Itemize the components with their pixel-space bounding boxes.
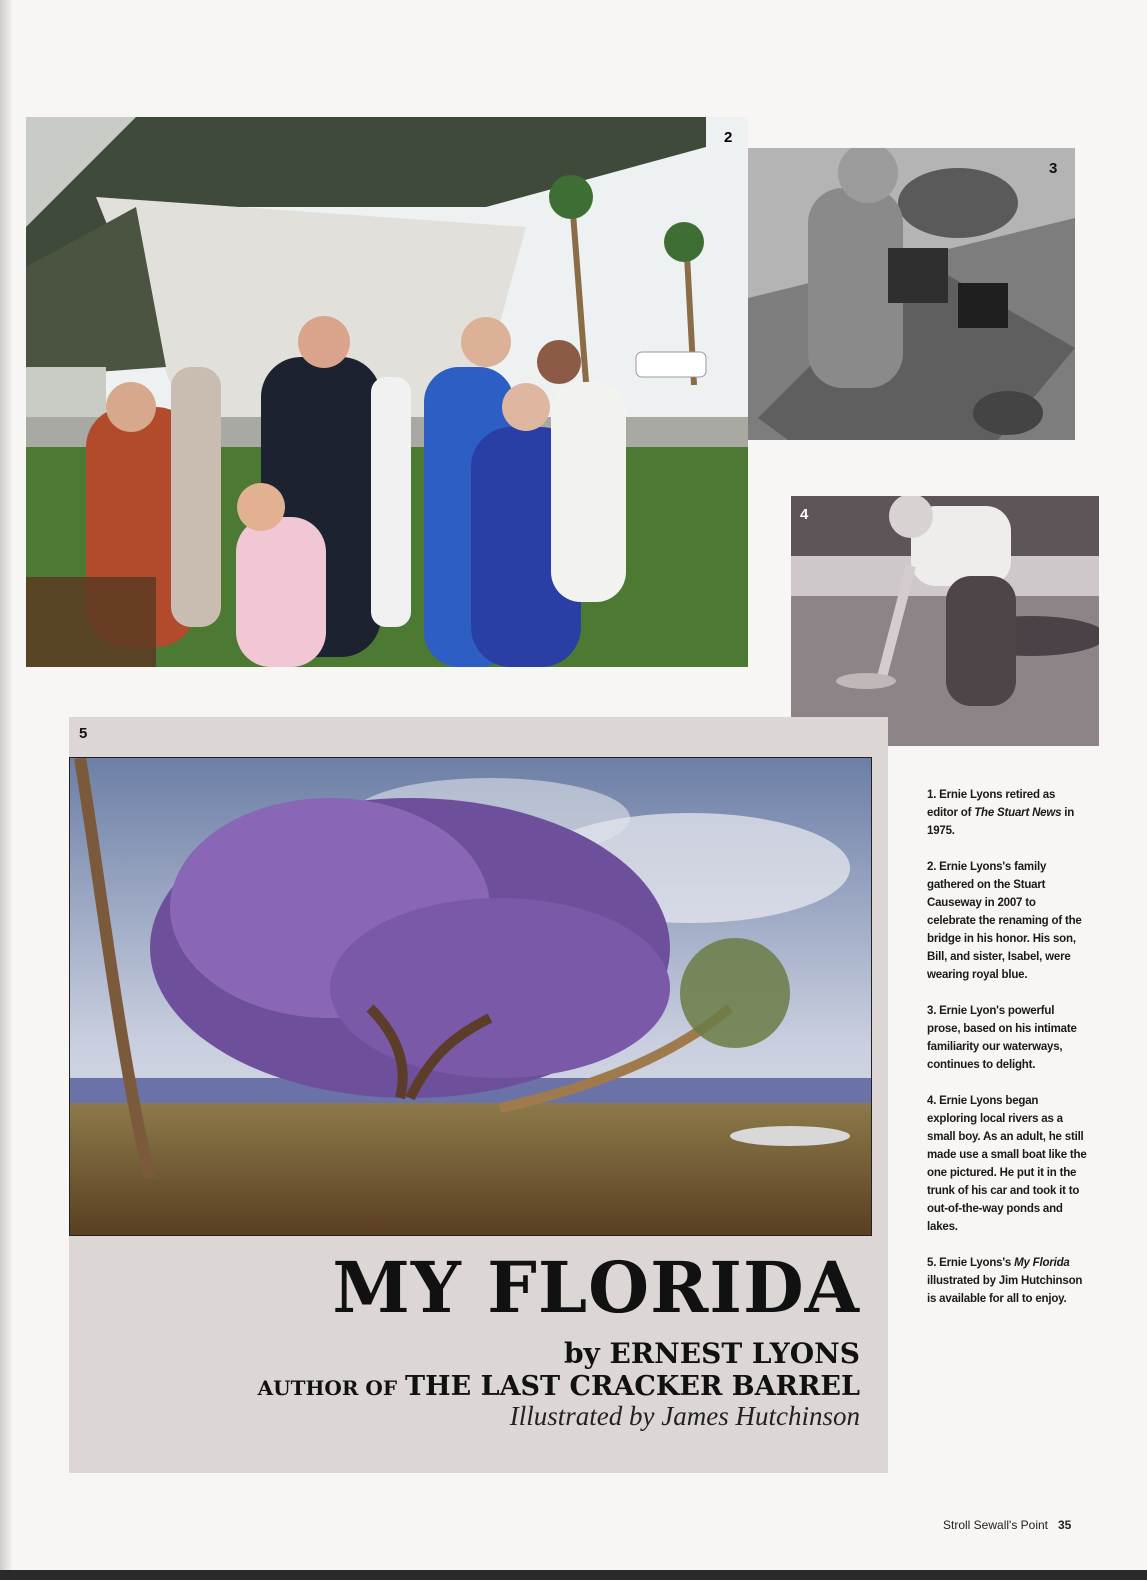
photo-number-4: 4 [800,506,809,523]
page-bottom-edge [0,1570,1147,1580]
family-photo-illustration [26,117,748,667]
photo-number-2: 2 [724,129,733,146]
painting-illustration [70,758,871,1235]
photo-family-causeway [26,117,748,667]
page-footer [943,1518,1071,1532]
book-illustrator: Illustrated by James Hutchinson [509,1401,860,1431]
other-book-title: THE LAST CRACKER BARREL [405,1371,860,1402]
jacaranda-painting [69,757,872,1236]
photo-captions [927,786,1087,1326]
caption-4: 4. Ernie Lyons began exploring local rivers as a small boy. As an adult, he still made use a small boat like the one pictured. He put it in the trunk of his car and took it to out-of-the-way ponds and lakes. [927,1095,1087,1233]
caption-3: 3. Ernie Lyon's powerful prose, based on his intimate familiarity our waterways, continues to delight. [927,1005,1077,1071]
book-author: by ERNEST LYONS [563,1337,860,1370]
page-number: 35 [1058,1518,1072,1532]
book-title: MY FLORIDA [332,1246,860,1329]
page-spine-shadow [0,0,12,1580]
caption-2: 2. Ernie Lyons's family gathered on the Stuart Causeway in 2007 to celebrate the renaming of the bridge in his honor. His son, Bill, and sister, Isabel, were wearing royal blue. [927,861,1082,981]
fishing-photo-illustration [791,496,1099,746]
boat-photo-illustration [748,148,1075,440]
photo-man-in-boat [748,148,1075,440]
book-cover-my-florida [69,717,888,1473]
photo-man-fishing [791,496,1099,746]
caption-5: 5. Ernie Lyons's My Florida illustrated by Jim Hutchinson is available for all to enjoy. [927,1257,1083,1305]
footer-section: Stroll Sewall's Point [943,1518,1048,1532]
author-of-label: AUTHOR OF [257,1376,398,1400]
photo-number-5: 5 [79,725,88,742]
photo-number-3: 3 [1049,160,1058,177]
book-author-of-line [258,1371,860,1402]
caption-1: 1. Ernie Lyons retired as editor of The Stuart News in 1975. [927,789,1075,837]
